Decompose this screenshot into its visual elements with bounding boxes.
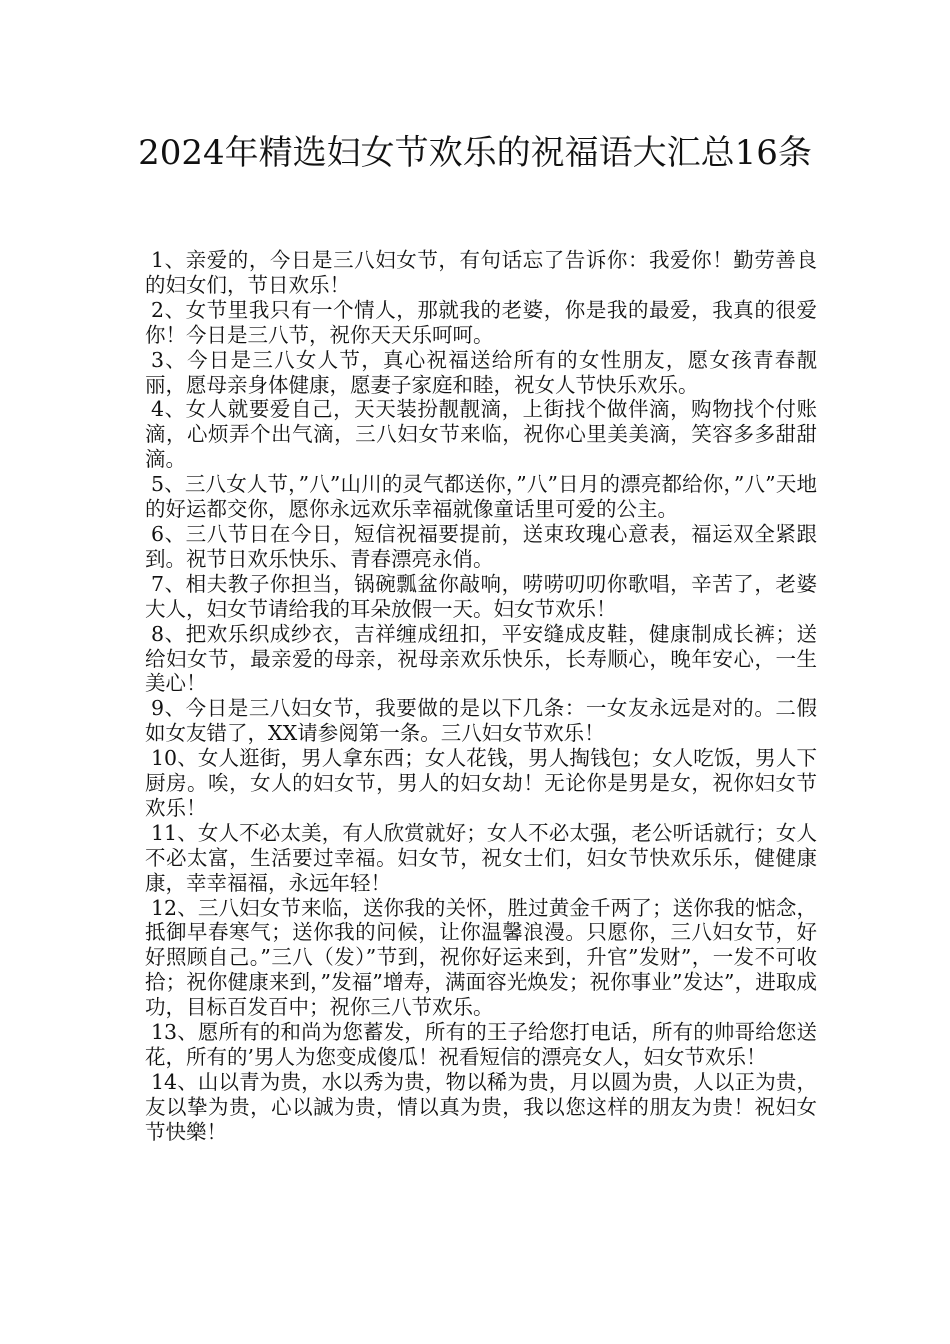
paragraph-6: 6、三八节日在今日，短信祝福要提前，送束玫瑰心意表，福运双全紧跟到。祝节日欢乐快乐、青春漂亮永俏。 [145,521,817,571]
paragraph-9: 9、今日是三八妇女节，我要做的是以下几条：一女友永远是对的。二假如女友错了，XX请参阅第一条。三八妇女节欢乐！ [145,696,817,746]
paragraph-5: 5、三八女人节，”八”山川的灵气都送你，”八”日月的漂亮都给你，”八”天地的好运都交你，愿你永远欢乐幸福就像童话里可爱的公主。 [145,472,817,522]
page-title: 2024年精选妇女节欢乐的祝福语大汇总16条 [138,133,812,173]
paragraph-2: 2、女节里我只有一个情人，那就我的老婆，你是我的最爱，我真的很爱你！今日是三八节，祝你天天乐呵呵。 [145,297,817,347]
paragraph-10: 10、女人逛街，男人拿东西；女人花钱，男人掏钱包；女人吃饭，男人下厨房。唉，女人的妇女节，男人的妇女劫！无论你是男是女，祝你妇女节欢乐！ [145,746,817,820]
paragraph-8: 8、把欢乐织成纱衣，吉祥缠成纽扣，平安缝成皮鞋，健康制成长裤；送给妇女节，最亲爱的母亲，祝母亲欢乐快乐，长寿顺心，晚年安心，一生美心！ [145,621,817,696]
paragraph-1: 1、亲爱的，今日是三八妇女节，有句话忘了告诉你：我爱你！勤劳善良的妇女们，节日欢乐！ [145,248,817,297]
paragraph-3: 3、今日是三八女人节，真心祝福送给所有的女性朋友，愿女孩青春靓丽，愿母亲身体健康，愿妻子家庭和睦，祝女人节快乐欢乐。 [145,347,817,397]
paragraph-13: 13、愿所有的和尚为您蓄发，所有的王子给您打电话，所有的帅哥给您送花，所有的’男人为您变成傻瓜！祝看短信的漂亮女人，妇女节欢乐！ [145,1020,817,1069]
paragraph-4: 4、女人就要爱自己，天天装扮靓靓滴，上街找个做伴滴，购物找个付账滴，心烦弄个出气滴，三八妇女节来临，祝你心里美美滴，笑容多多甜甜滴。 [145,397,817,472]
paragraph-7: 7、相夫教子你担当，锅碗瓢盆你敲响，唠唠叨叨你歌唱，辛苦了，老婆大人，妇女节请给我的耳朵放假一天。妇女节欢乐！ [145,571,817,621]
paragraph-11: 11、女人不必太美，有人欣赏就好；女人不必太强，老公听话就行；女人不必太富，生活要过幸福。妇女节，祝女士们，妇女节快欢乐乐，健健康康，幸幸福福，永远年轻！ [145,820,817,895]
document-body [145,248,817,1145]
paragraph-12: 12、三八妇女节来临，送你我的关怀，胜过黄金千两了；送你我的惦念，抵御早春寒气；送你我的问候，让你温馨浪漫。只愿你，三八妇女节，好好照顾自己。”三八（发）”节到，祝你好运来到，升官”发财”，一发不可收拾；祝你健康来到，”发福”增寿，满面容光焕发；祝你事业”发达”，进取成功，目标百发百中；祝你三八节欢乐。 [145,895,817,1020]
paragraph-14: 14、山以青为贵，水以秀为贵，物以稀为贵，月以圆为贵，人以正为贵，友以挚为贵，心以誠为贵，情以真为贵，我以您这样的朋友为贵！祝妇女节快樂！ [145,1069,817,1144]
